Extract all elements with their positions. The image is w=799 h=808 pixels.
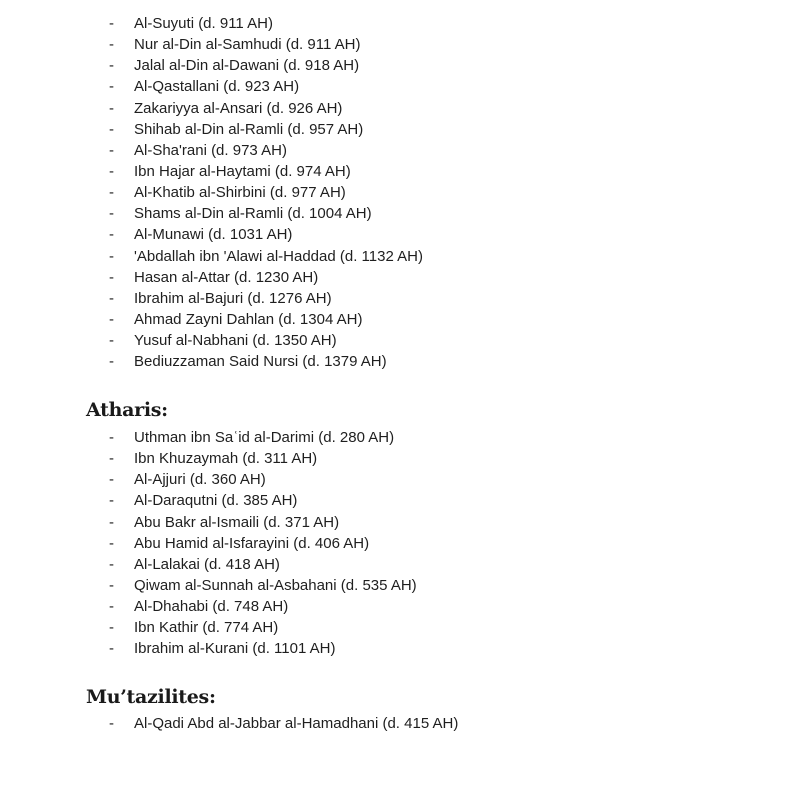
scholar-name: Al-Khatib al-Shirbini (d. 977 AH) [134, 184, 346, 202]
bullet-dash: - [109, 268, 114, 286]
scholar-name: Zakariyya al-Ansari (d. 926 AH) [134, 99, 343, 117]
list-item [0, 448, 417, 469]
scholar-name: Al-Munawi (d. 1031 AH) [134, 226, 293, 244]
bullet-dash: - [109, 310, 114, 328]
bullet-dash: - [109, 226, 114, 244]
bullet-dash: - [109, 78, 114, 96]
bullet-dash: - [109, 289, 114, 307]
list-item [0, 246, 423, 267]
list-item [0, 309, 423, 330]
scholar-name: Ahmad Zayni Dahlan (d. 1304 AH) [134, 310, 363, 328]
scholar-name: Abu Bakr al-Ismaili (d. 371 AH) [134, 513, 340, 531]
ashari-scholars-list [0, 13, 423, 372]
bullet-dash: - [109, 555, 114, 573]
bullet-dash: - [109, 534, 114, 552]
list-item [0, 203, 423, 224]
list-item [0, 55, 423, 76]
list-item [0, 575, 417, 596]
list-item [0, 713, 458, 734]
scholar-name: Abu Hamid al-Isfarayini (d. 406 AH) [134, 534, 370, 552]
bullet-dash: - [109, 184, 114, 202]
scholar-name: Shihab al-Din al-Ramli (d. 957 AH) [134, 120, 364, 138]
list-item [0, 427, 417, 448]
list-item [0, 224, 423, 245]
bullet-dash: - [109, 471, 114, 489]
list-item [0, 13, 423, 34]
list-item [0, 554, 417, 575]
bullet-dash: - [109, 247, 114, 265]
scholar-name: Al-Ajjuri (d. 360 AH) [134, 471, 266, 489]
atharis-heading: Atharis: [86, 399, 168, 421]
bullet-dash: - [109, 513, 114, 531]
scholar-name: Al-Lalakai (d. 418 AH) [134, 555, 280, 573]
bullet-dash: - [109, 598, 114, 616]
bullet-dash: - [109, 36, 114, 54]
scholar-name: Al-Daraqutni (d. 385 AH) [134, 492, 298, 510]
bullet-dash: - [109, 141, 114, 159]
list-item [0, 351, 423, 372]
scholar-name: Ibn Khuzaymah (d. 311 AH) [134, 450, 318, 468]
list-item [0, 490, 417, 511]
bullet-dash: - [109, 99, 114, 117]
bullet-dash: - [109, 576, 114, 594]
list-item [0, 76, 423, 97]
list-item [0, 182, 423, 203]
scholar-name: Al-Sha'rani (d. 973 AH) [134, 141, 287, 159]
scholar-name: Al-Qastallani (d. 923 AH) [134, 78, 300, 96]
list-item [0, 98, 423, 119]
list-item [0, 596, 417, 617]
list-item [0, 161, 423, 182]
scholar-name: Ibn Hajar al-Haytami (d. 974 AH) [134, 162, 351, 180]
bullet-dash: - [109, 492, 114, 510]
scholar-name: Jalal al-Din al-Dawani (d. 918 AH) [134, 57, 360, 75]
scholar-name: Bediuzzaman Said Nursi (d. 1379 AH) [134, 353, 387, 371]
bullet-dash: - [109, 57, 114, 75]
bullet-dash: - [109, 715, 114, 732]
mutazilites-scholars-list [0, 713, 458, 734]
atharis-scholars-list [0, 427, 417, 660]
list-item [0, 512, 417, 533]
mutazilites-heading: Mu’tazilites: [86, 686, 216, 708]
bullet-dash: - [109, 162, 114, 180]
bullet-dash: - [109, 429, 114, 446]
scholar-name: Al-Dhahabi (d. 748 AH) [134, 598, 289, 616]
bullet-dash: - [109, 450, 114, 468]
list-item [0, 34, 423, 55]
list-item [0, 119, 423, 140]
bullet-dash: - [109, 205, 114, 223]
scholar-name: Yusuf al-Nabhani (d. 1350 AH) [134, 332, 337, 350]
scholar-name: Al-Suyuti (d. 911 AH) [134, 15, 273, 32]
list-item [0, 469, 417, 490]
list-item [0, 140, 423, 161]
list-item [0, 533, 417, 554]
list-item [0, 288, 423, 309]
scholar-name: Hasan al-Attar (d. 1230 AH) [134, 268, 319, 286]
scholar-name: Ibn Kathir (d. 774 AH) [134, 619, 279, 637]
bullet-dash: - [109, 120, 114, 138]
scholar-name: Nur al-Din al-Samhudi (d. 911 AH) [134, 36, 361, 54]
bullet-dash: - [109, 619, 114, 637]
list-item [0, 267, 423, 288]
scholar-name: 'Abdallah ibn 'Alawi al-Haddad (d. 1132 AH) [134, 247, 423, 265]
list-item [0, 638, 417, 659]
bullet-dash: - [109, 15, 114, 32]
list-item [0, 617, 417, 638]
bullet-dash: - [109, 353, 114, 371]
bullet-dash: - [109, 332, 114, 350]
bullet-dash: - [109, 640, 114, 658]
scholar-name: Ibrahim al-Bajuri (d. 1276 AH) [134, 289, 332, 307]
scholar-name: Al-Qadi Abd al-Jabbar al-Hamadhani (d. 415 AH) [134, 715, 459, 732]
scholar-name: Ibrahim al-Kurani (d. 1101 AH) [134, 640, 336, 658]
scholar-name: Uthman ibn Saʿid al-Darimi (d. 280 AH) [134, 429, 395, 446]
scholar-name: Shams al-Din al-Ramli (d. 1004 AH) [134, 205, 372, 223]
list-item [0, 330, 423, 351]
scholar-name: Qiwam al-Sunnah al-Asbahani (d. 535 AH) [134, 576, 417, 594]
